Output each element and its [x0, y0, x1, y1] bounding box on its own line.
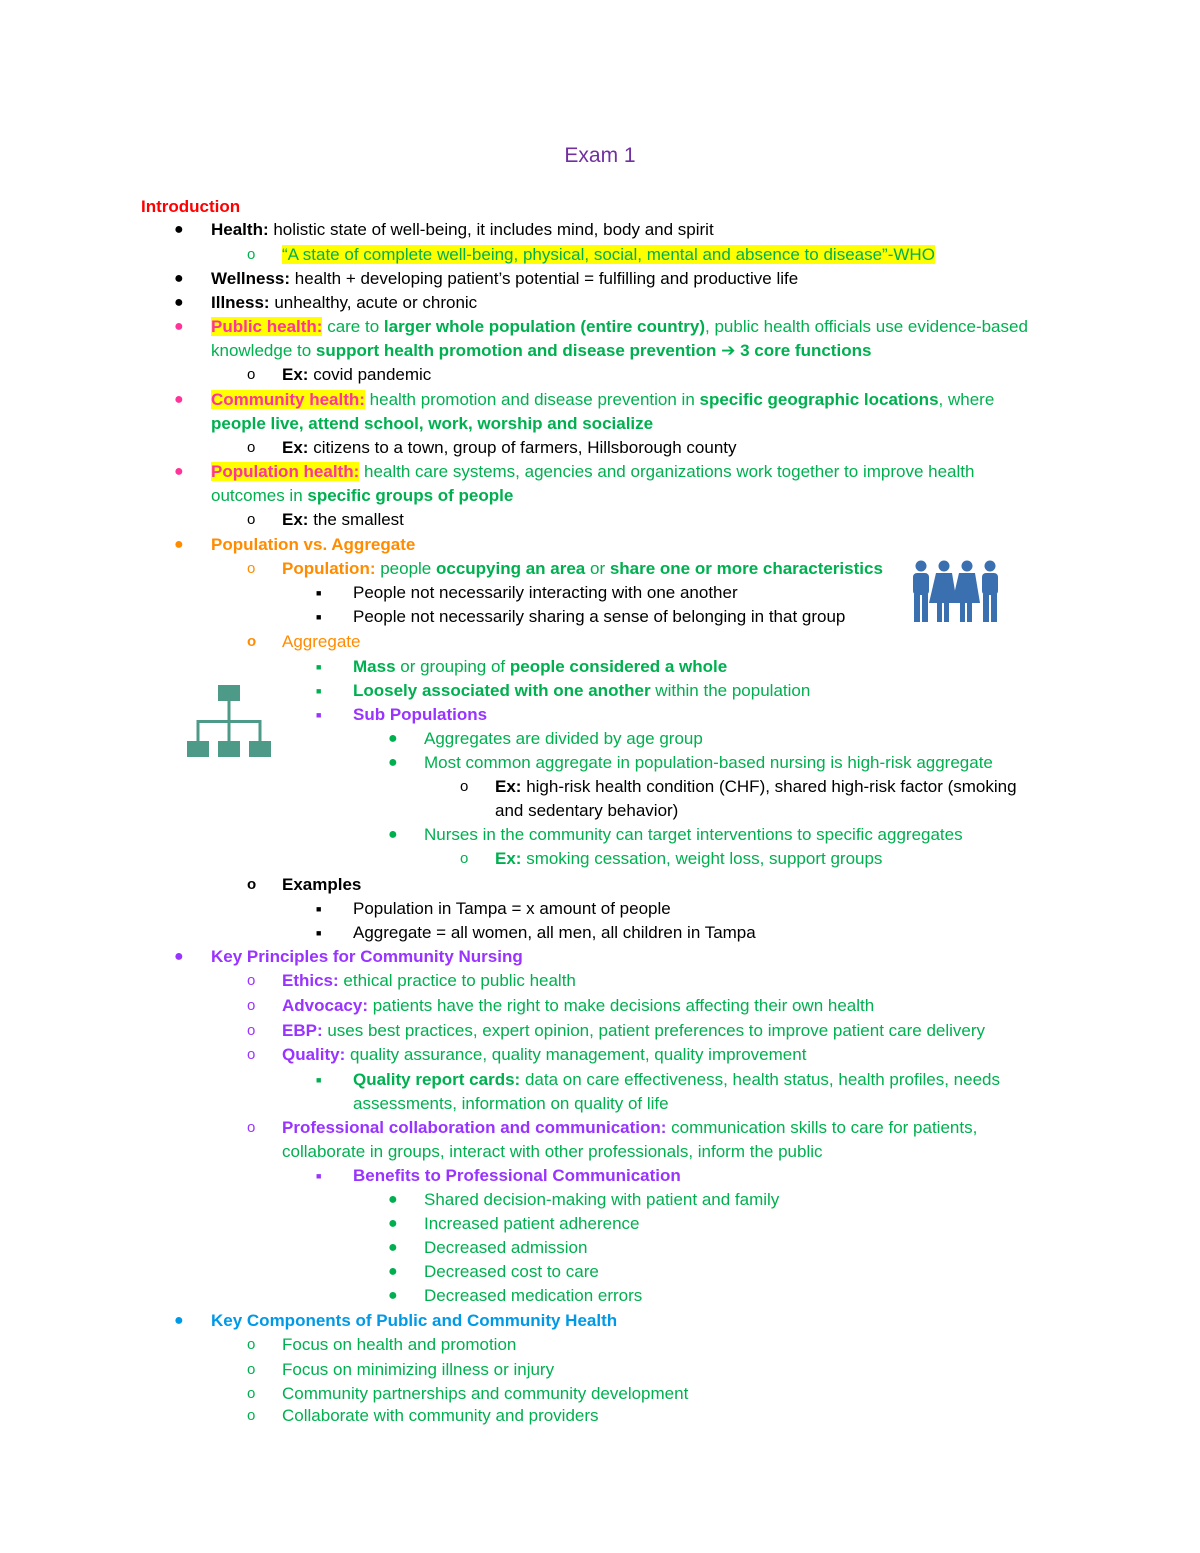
public-health-text: care to: [322, 317, 384, 336]
circle-marker: o: [460, 778, 469, 795]
population-health-item: [211, 460, 974, 484]
bullet-marker: ●: [174, 948, 184, 965]
public-health-emphasis: support health promotion and disease prevention: [315, 341, 717, 360]
circle-marker: o: [247, 997, 256, 1014]
benefit-item: Increased patient adherence: [424, 1214, 640, 1233]
example-item-2: Aggregate = all women, all men, all children in Tampa: [353, 923, 756, 942]
circle-marker: o: [247, 972, 256, 989]
key-components-heading: [211, 1309, 617, 1333]
sub-populations-title: Sub Populations: [353, 705, 488, 724]
public-health-example: [282, 363, 431, 387]
bullet-marker: ●: [174, 294, 184, 311]
component-item: Focus on health and promotion: [282, 1335, 517, 1354]
key-principles-title: Key Principles for Community Nursing: [211, 947, 523, 966]
who-quote-text: “A state of complete well-being, physical, social, mental and absence to disease”-WHO: [282, 245, 935, 264]
example-label: Ex:: [282, 438, 309, 457]
principle-term: Quality:: [282, 1045, 346, 1064]
sub-population-point-1: Aggregates are divided by age group: [424, 729, 703, 748]
bullet-marker: ●: [388, 754, 398, 771]
principle-advocacy: [282, 994, 874, 1018]
aggregate-emphasis: Loosely associated with one another: [353, 681, 651, 700]
org-chart-icon: [185, 683, 273, 757]
circle-marker: o: [247, 876, 257, 893]
principle-term: Professional collaboration and communication:: [282, 1118, 667, 1137]
bullet-marker: ●: [388, 1215, 398, 1232]
circle-marker: o: [247, 633, 257, 650]
example-text: the smallest: [308, 510, 404, 529]
square-marker: ■: [316, 710, 322, 720]
population-vs-aggregate-title: Population vs. Aggregate: [211, 535, 416, 554]
people-group-icon: [909, 560, 1003, 624]
component-item: Focus on minimizing illness or injury: [282, 1360, 555, 1379]
illness-item: [211, 291, 477, 315]
population-emphasis: occupying an area: [435, 559, 586, 578]
bullet-marker: ●: [388, 1191, 398, 1208]
public-health-item: [211, 315, 1028, 339]
principle-term: EBP:: [282, 1021, 323, 1040]
principle-text: communication skills to care for patients,: [666, 1118, 978, 1137]
population-term: Population:: [282, 559, 376, 578]
quality-report-cards-text: data on care effectiveness, health status, health profiles, needs: [520, 1070, 1000, 1089]
circle-marker: o: [247, 560, 256, 577]
principle-text: quality assurance, quality management, quality improvement: [345, 1045, 807, 1064]
benefit-item: Decreased cost to care: [424, 1262, 599, 1281]
principle-ethics: [282, 969, 576, 993]
principle-quality: [282, 1043, 806, 1067]
community-health-term: Community health:: [211, 390, 365, 409]
community-health-item-continued: [211, 412, 653, 436]
sub-population-example-1: [495, 775, 1017, 799]
arrow-icon: ➔: [716, 341, 741, 360]
health-definition: holistic state of well-being, it includes mind, body and spirit: [268, 220, 714, 239]
quality-report-cards-term: Quality report cards:: [353, 1070, 521, 1089]
examples-heading: [282, 873, 361, 897]
component-item: Collaborate with community and providers: [282, 1406, 599, 1425]
bullet-marker: ●: [174, 1312, 184, 1329]
aggregate-text: or grouping of: [395, 657, 510, 676]
principle-ebp: [282, 1019, 985, 1043]
sub-populations-heading: [353, 703, 487, 727]
benefit-item: Decreased medication errors: [424, 1286, 643, 1305]
principle-text: ethical practice to public health: [338, 971, 576, 990]
circle-marker: o: [247, 1385, 256, 1402]
benefit-item: Decreased admission: [424, 1238, 588, 1257]
population-emphasis: share one or more characteristics: [609, 559, 883, 578]
wellness-item: [211, 267, 798, 291]
population-point-1: People not necessarily interacting with one another: [353, 583, 738, 602]
benefits-title: Benefits to Professional Communication: [353, 1166, 681, 1185]
illness-term: Illness:: [211, 293, 270, 312]
community-health-item: [211, 388, 994, 412]
bullet-marker: ●: [174, 391, 184, 408]
aggregate-point-1: [353, 655, 727, 679]
wellness-definition: health + developing patient’s potential = fulfilling and productive life: [290, 269, 799, 288]
circle-marker: o: [247, 246, 256, 263]
health-term: Health:: [211, 220, 269, 239]
square-marker: ■: [316, 1075, 322, 1085]
circle-marker: o: [247, 1119, 256, 1136]
key-components-title: Key Components of Public and Community Health: [211, 1311, 618, 1330]
community-health-text: health promotion and disease prevention in: [364, 390, 700, 409]
population-health-text: health care systems, agencies and organizations work together to improve health: [359, 462, 975, 481]
bullet-marker: ●: [388, 1287, 398, 1304]
example-label: Ex:: [282, 510, 309, 529]
benefits-heading: [353, 1164, 681, 1188]
aggregate-emphasis: people considered a whole: [509, 657, 728, 676]
example-text: high-risk health condition (CHF), shared high-risk factor (smoking: [521, 777, 1017, 796]
public-health-term: Public health:: [211, 317, 323, 336]
aggregate-text: within the population: [650, 681, 811, 700]
population-health-text: outcomes in: [211, 486, 308, 505]
example-text: covid pandemic: [308, 365, 432, 384]
illness-definition: unhealthy, acute or chronic: [269, 293, 478, 312]
square-marker: ■: [316, 588, 322, 598]
public-health-text: knowledge to: [211, 341, 316, 360]
bullet-marker: ●: [174, 536, 184, 553]
quality-report-cards-continued: assessments, information on quality of life: [353, 1094, 669, 1113]
population-text: or: [585, 559, 610, 578]
population-definition: [282, 557, 883, 581]
population-health-term: Population health:: [211, 462, 360, 481]
section-heading-introduction: Introduction: [141, 197, 241, 216]
bullet-marker: ●: [388, 1263, 398, 1280]
wellness-term: Wellness:: [211, 269, 291, 288]
example-text: smoking cessation, weight loss, support groups: [521, 849, 883, 868]
example-text: citizens to a town, group of farmers, Hillsborough county: [308, 438, 737, 457]
principle-text: uses best practices, expert opinion, patient preferences to improve patient care delivery: [322, 1021, 986, 1040]
circle-marker: o: [247, 1407, 256, 1424]
example-label: Ex:: [282, 365, 309, 384]
population-health-item-continued: [211, 484, 513, 508]
aggregate-heading: Aggregate: [282, 632, 361, 651]
key-principles-heading: [211, 945, 523, 969]
community-health-emphasis: specific geographic locations: [699, 390, 939, 409]
square-marker: ■: [316, 904, 322, 914]
circle-marker: o: [247, 1361, 256, 1378]
circle-marker: o: [247, 511, 256, 528]
health-item: [211, 218, 714, 242]
aggregate-point-2: [353, 679, 810, 703]
public-health-emphasis: 3 core functions: [740, 341, 872, 360]
bullet-marker: ●: [174, 221, 184, 238]
circle-marker: o: [247, 366, 256, 383]
example-label: Ex:: [495, 849, 522, 868]
circle-marker: o: [247, 1336, 256, 1353]
bullet-marker: ●: [174, 318, 184, 335]
circle-marker: o: [460, 850, 469, 867]
square-marker: ■: [316, 612, 322, 622]
population-point-2: People not necessarily sharing a sense of belonging in that group: [353, 607, 846, 626]
quality-report-cards: [353, 1068, 1000, 1092]
principle-term: Advocacy:: [282, 996, 368, 1015]
bullet-marker: ●: [388, 730, 398, 747]
aggregate-emphasis: Mass: [353, 657, 396, 676]
circle-marker: o: [247, 1046, 256, 1063]
document-title: Exam 1: [564, 144, 636, 167]
examples-title: Examples: [282, 875, 362, 894]
principle-text: patients have the right to make decisions affecting their own health: [367, 996, 875, 1015]
sub-population-example-1-continued: and sedentary behavior): [495, 801, 679, 820]
public-health-text: , public health officials use evidence-based: [705, 317, 1028, 336]
sub-population-point-3: Nurses in the community can target interventions to specific aggregates: [424, 825, 963, 844]
bullet-marker: ●: [174, 270, 184, 287]
public-health-emphasis: larger whole population (entire country): [383, 317, 706, 336]
principle-collaboration: [282, 1116, 977, 1140]
benefit-item: Shared decision-making with patient and family: [424, 1190, 780, 1209]
population-health-emphasis: specific groups of people: [307, 486, 514, 505]
example-item-1: Population in Tampa = x amount of people: [353, 899, 671, 918]
square-marker: ■: [316, 1171, 322, 1181]
bullet-marker: ●: [388, 1239, 398, 1256]
bullet-marker: ●: [174, 463, 184, 480]
square-marker: ■: [316, 686, 322, 696]
principle-collaboration-continued: collaborate in groups, interact with other professionals, inform the public: [282, 1142, 823, 1161]
circle-marker: o: [247, 439, 256, 456]
sub-population-point-2: Most common aggregate in population-based nursing is high-risk aggregate: [424, 753, 993, 772]
component-item: Community partnerships and community development: [282, 1384, 689, 1403]
population-health-example: [282, 508, 404, 532]
square-marker: ■: [316, 662, 322, 672]
sub-population-example-2: [495, 847, 882, 871]
bullet-marker: ●: [388, 826, 398, 843]
who-quote: [282, 243, 935, 267]
example-label: Ex:: [495, 777, 522, 796]
community-health-emphasis: people live, attend school, work, worship and socialize: [211, 414, 654, 433]
principle-term: Ethics:: [282, 971, 339, 990]
population-text: people: [375, 559, 436, 578]
population-vs-aggregate-heading: [211, 533, 415, 557]
public-health-item-continued: [211, 339, 871, 363]
square-marker: ■: [316, 928, 322, 938]
circle-marker: o: [247, 1022, 256, 1039]
community-health-example: [282, 436, 737, 460]
community-health-text: , where: [938, 390, 995, 409]
